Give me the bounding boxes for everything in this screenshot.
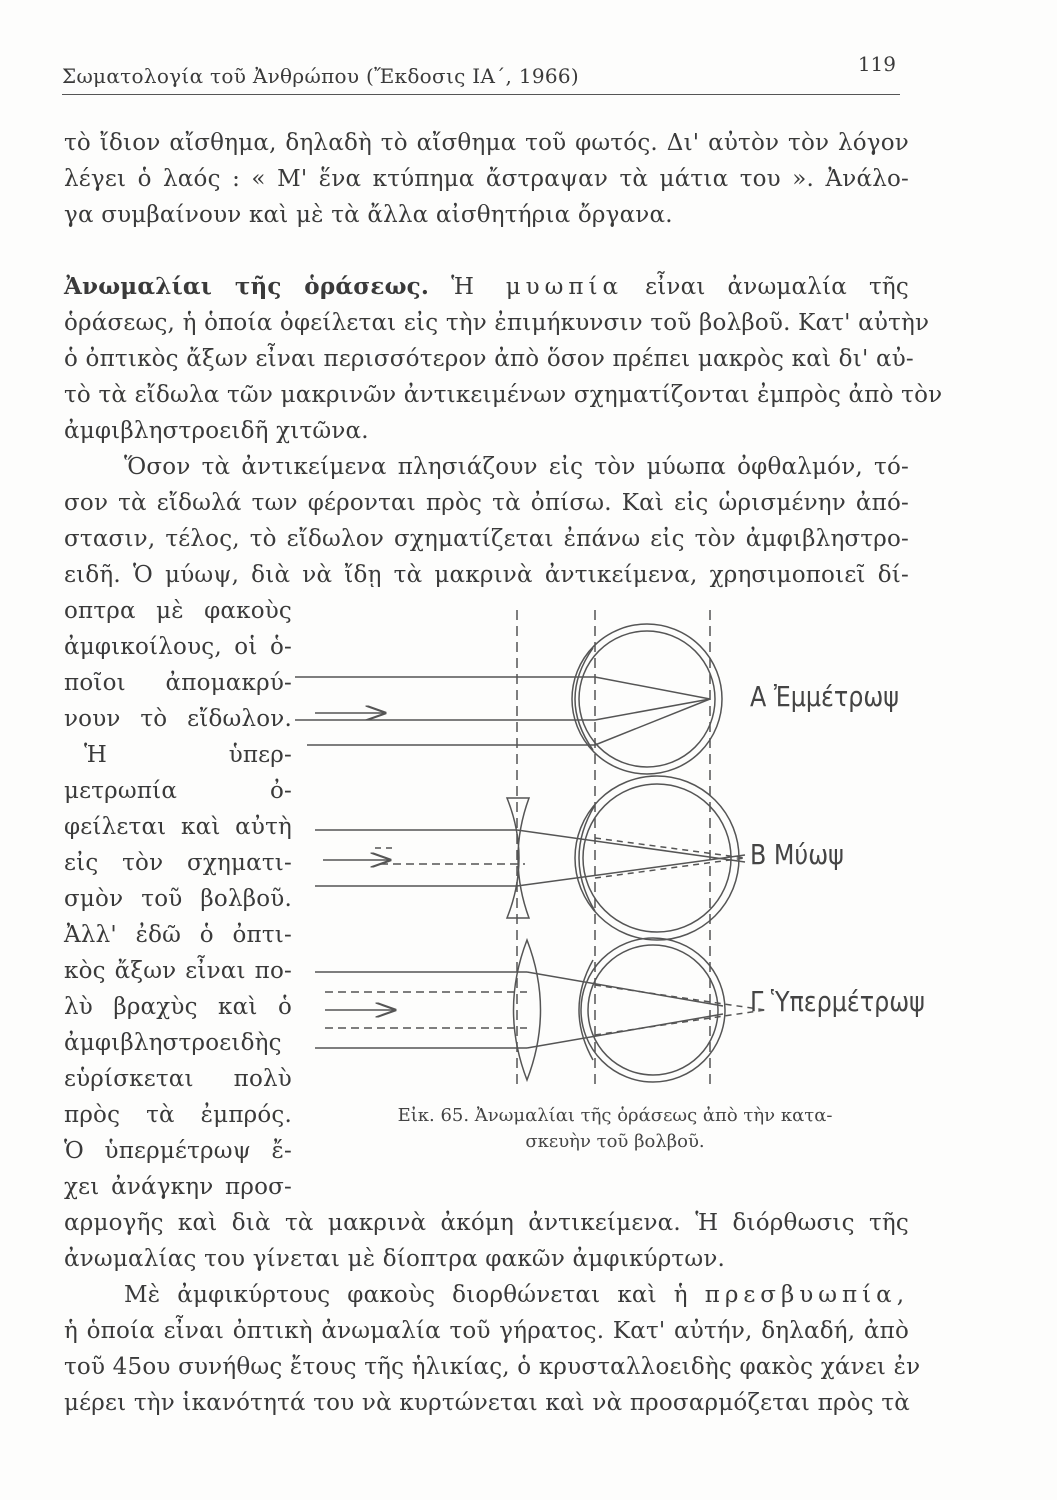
column-line: οπτρα μὲ φακοὺς: [64, 598, 292, 624]
column-line: λὺ βραχὺς καὶ ὁ: [64, 994, 292, 1020]
figure-label-a: Α Ἐμμέτρωψ: [750, 680, 899, 713]
body-line: ἀνωμαλίας του γίνεται μὲ δίοπτρα φακῶν ἀμφικύρτων.: [64, 1246, 726, 1272]
body-line: στασιν, τέλος, τὸ εἴδωλον σχηματίζεται ἐπάνω εἰς τὸν ἀμφιβληστρο-: [64, 526, 909, 552]
eye-c-hypermetropic: [315, 938, 765, 1082]
column-line: κὸς ἄξων εἶναι πο-: [64, 958, 292, 984]
body-line: Ὅσον τὰ ἀντικείμενα πλησιάζουν εἰς τὸν μύωπα ὀφθαλμόν, τό-: [124, 454, 909, 480]
column-line-term-hypermetropia: Ἡ ὑπερ-: [84, 742, 292, 768]
figure-65-eye-diagram: [295, 600, 935, 1100]
column-line: εἰς τὸν σχηματι-: [64, 850, 292, 876]
body-line: ἀμφιβληστροειδῆ χιτῶνα.: [64, 418, 369, 444]
figure-label-b: Β Μύωψ: [750, 838, 844, 871]
column-line: ἀμφιβληστροειδὴς: [64, 1030, 282, 1056]
section-line-rest: εἶναι ἀνωμαλία τῆς: [645, 274, 909, 300]
body-line: ειδῆ. Ὁ μύωψ, διὰ νὰ ἴδῃ τὰ μακρινὰ ἀντικείμενα, χρησιμοποιεῖ δί-: [64, 562, 909, 588]
eye-b-myopic: [315, 776, 745, 940]
column-line: Ὁ ὑπερμέτρωψ ἔ-: [64, 1138, 292, 1164]
column-line: ἀμφικοίλους, οἱ ὁ-: [64, 634, 292, 660]
column-line: πρὸς τὰ ἐμπρός.: [64, 1102, 292, 1128]
term-myopia: Ἡ μυωπία: [451, 274, 624, 300]
body-line: γα συμβαίνουν καὶ μὲ τὰ ἄλλα αἰσθητήρια ὄργανα.: [64, 202, 673, 228]
body-line: μέρει τὴν ἱκανότητά του νὰ κυρτώνεται καὶ νὰ προσαρμόζεται πρὸς τὰ: [64, 1390, 910, 1416]
term-presbyopia: πρεσβυωπία,: [704, 1282, 909, 1308]
column-line: χει ἀνάγκην προσ-: [64, 1174, 292, 1200]
column-line: σμὸν τοῦ βολβοῦ.: [64, 886, 292, 912]
column-line: εὑρίσκεται πολὺ: [64, 1066, 292, 1092]
body-line: τοῦ 45ου συνήθως ἔτους τῆς ἡλικίας, ὁ κρυσταλλοειδὴς φακὸς χάνει ἐν: [64, 1354, 921, 1380]
running-header: [62, 52, 900, 95]
running-title: Σωματολογία τοῦ Ἀνθρώπου (Ἔκδοσις ΙΑ΄, 1966): [62, 64, 580, 88]
concave-lens: [507, 798, 529, 918]
section-heading: Ἀνωμαλίαι τῆς ὁράσεως.: [64, 273, 430, 300]
body-line: ἡ ὁποία εἶναι ὀπτικὴ ἀνωμαλία τοῦ γήρατος. Κατ' αὐτήν, δηλαδή, ἀπὸ: [64, 1318, 909, 1344]
body-line: λέγει ὁ λαός : « Μ' ἕνα κτύπημα ἄστραψαν τὰ μάτια του ». Ἀνάλο-: [64, 166, 909, 192]
body-line: ὁράσεως, ἡ ὁποία ὀφείλεται εἰς τὴν ἐπιμήκυνσιν τοῦ βολβοῦ. Κατ' αὐτὴν: [64, 310, 930, 336]
body-line: αρμογῆς καὶ διὰ τὰ μακρινὰ ἀκόμη ἀντικείμενα. Ἡ διόρθωσις τῆς: [64, 1210, 909, 1236]
column-line: ποῖοι ἀπομακρύ-: [64, 670, 292, 696]
body-text: Μὲ ἀμφικύρτους φακοὺς διορθώνεται καὶ ἡ: [124, 1282, 688, 1308]
body-line: τὸ τὰ εἴδωλα τῶν μακρινῶν ἀντικειμένων σχηματίζονται ἐμπρὸς ἀπὸ τὸν: [64, 382, 943, 408]
column-line: φείλεται καὶ αὐτὴ: [64, 814, 292, 840]
eye-a-emmetropic: [295, 624, 722, 774]
column-line: Ἀλλ' ἐδῶ ὁ ὀπτι-: [64, 922, 292, 948]
body-line: σον τὰ εἴδωλά των φέρονται πρὸς τὰ ὀπίσω. Καὶ εἰς ὡρισμένην ἀπό-: [64, 490, 909, 516]
figure-label-c: Γ Ὑπερμέτρωψ: [750, 985, 925, 1018]
figure-caption-line: σκευὴν τοῦ βολβοῦ.: [525, 1131, 705, 1152]
body-line: ὁ ὀπτικὸς ἄξων εἶναι περισσότερον ἀπὸ ὅσον πρέπει μακρὸς καὶ δι' αὐ-: [64, 346, 914, 372]
column-line: νουν τὸ εἴδωλον.: [64, 706, 292, 732]
section-first-line: [64, 272, 909, 302]
column-line: μετρωπία ὀ-: [64, 778, 292, 804]
page-number: 119: [857, 52, 896, 76]
figure-caption-line: Εἰκ. 65. Ἀνωμαλίαι τῆς ὁράσεως ἀπὸ τὴν κατα-: [397, 1105, 833, 1126]
body-line-presbyopia: [64, 1280, 909, 1310]
body-line: τὸ ἴδιον αἴσθημα, δηλαδὴ τὸ αἴσθημα τοῦ φωτός. Δι' αὐτὸν τὸν λόγον: [64, 130, 909, 156]
